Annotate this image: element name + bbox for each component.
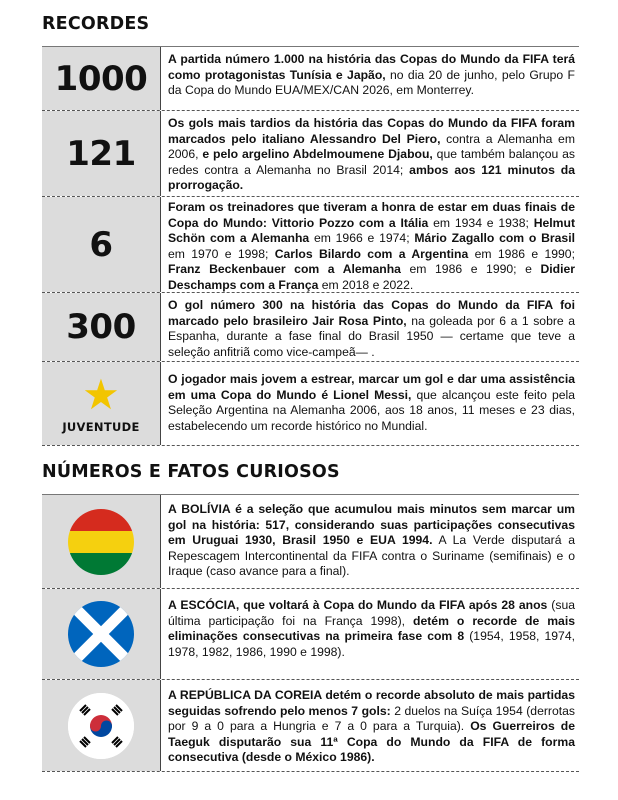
text-segment: em 2018 e 2022.: [318, 277, 414, 292]
bold-text-segment: ambos aos 121 minutos da prorrogação.: [168, 162, 576, 192]
bold-text-segment: A BOLÍVIA é a seleção que acumulou mais minutos sem marcar um gol na história: 517, considerando suas participações consecutivas em Uruguai 1930, Brasil 1950 e EUA 1994.: [168, 502, 575, 547]
record-number: 1000: [54, 58, 148, 99]
fact-text: [161, 680, 579, 771]
record-row-300: [42, 293, 579, 362]
south-korea-flag-icon: [68, 693, 134, 759]
record-number: 6: [89, 224, 113, 265]
record-text: [161, 197, 579, 292]
text-segment: em 1986 e 1990; e: [400, 262, 541, 276]
records-table: [42, 46, 579, 446]
record-number-cell: [42, 111, 161, 196]
text-segment: em 1966 e 1974;: [309, 231, 415, 245]
bold-text-segment: Os gols mais tardios da história das Copas do Mundo da FIFA foram marcados pelo italiano Alessandro Del Piero,: [168, 116, 575, 146]
text-segment: em 1986 e 1990;: [468, 246, 575, 261]
text-segment: 2 duelos na Suíça 1954 (derrotas por 9 a 0 para a Hungria e 7 a 0 para a Turquia).: [168, 703, 575, 733]
flag-cell: [42, 495, 161, 588]
record-number: 300: [66, 307, 136, 347]
records-section-title: RECORDES: [42, 14, 150, 34]
fact-row-escocia: [42, 589, 579, 680]
bold-text-segment: Helmut Schön com a Alemanha: [168, 215, 576, 245]
text-segment: (1954, 1958, 1974, 1978, 1982, 1986, 1990 e 1998).: [168, 629, 575, 659]
bolivia-flag-icon: [68, 509, 134, 575]
facts-section-title: NÚMEROS E FATOS CURIOSOS: [42, 462, 340, 482]
record-number-cell: [42, 47, 161, 110]
bold-text-segment: O gol número 300 na história das Copas do Mundo da FIFA foi marcado pelo brasileiro Jair Rosa Pinto,: [168, 298, 575, 328]
record-text: [161, 111, 579, 196]
flag-cell: [42, 680, 161, 771]
record-number-cell: [42, 362, 161, 445]
text-segment: que também balançou as redes contra a Alemanha no Brasil 2014;: [168, 147, 576, 177]
facts-table: [42, 494, 579, 772]
record-number: 121: [66, 133, 136, 174]
star-icon: ★: [82, 370, 120, 418]
fact-text: [161, 495, 579, 588]
juventude-label: JUVENTUDE: [62, 419, 140, 434]
text-segment: contra a Alemanha em 2006,: [168, 131, 575, 161]
record-row-121: [42, 111, 579, 197]
bold-text-segment: O jogador mais jovem a estrear, marcar um gol e dar uma assistência em uma Copa do Mundo é Lionel Messi,: [168, 372, 575, 402]
text-segment: na goleada por 6 a 1 sobre a Espanha, durante a fase final do Brasil 1950 — certame que teve a seleção anfitriã como vice-campeã— .: [168, 313, 575, 359]
record-row-juventude: [42, 362, 579, 446]
record-row-6: [42, 197, 579, 293]
scotland-flag-icon: [68, 601, 134, 667]
fact-text: [161, 589, 579, 679]
bold-text-segment: e pelo argelino Abdelmoumene Djabou,: [202, 147, 433, 161]
bold-text-segment: Foram os treinadores que tiveram a honra de estar em duas finais de Copa do Mundo: Vittorio Pozzo com a Itália: [168, 200, 575, 230]
bold-text-segment: Mário Zagallo com o Brasil: [414, 231, 575, 245]
record-text: [161, 293, 579, 361]
bold-text-segment: A REPÚBLICA DA COREIA detém o recorde absoluto de mais partidas seguidas sofrendo pelo menos 7 gols:: [168, 688, 575, 718]
bold-text-segment: detém o recorde de mais eliminações consecutivas na primeira fase com 8: [168, 613, 575, 643]
bold-text-segment: A partida número 1.000 na história das Copas do Mundo da FIFA terá como protagonistas Tunísia e Japão,: [168, 52, 575, 82]
record-number-cell: [42, 197, 161, 292]
record-number-cell: [42, 293, 161, 361]
record-text: [161, 47, 579, 110]
fact-row-coreia: [42, 680, 579, 772]
bold-text-segment: Os Guerreiros de Taeguk disputarão sua 11ª Copa do Mundo da FIFA de forma consecutiva (desde o México 1986).: [168, 719, 575, 764]
flag-cell: [42, 589, 161, 679]
text-segment: em 1934 e 1938;: [428, 215, 534, 230]
bold-text-segment: Didier Deschamps com a França: [168, 262, 575, 292]
text-segment: no dia 20 de junho, pelo Grupo F da Copa do Mundo EUA/MEX/CAN 2026, em Monterrey.: [168, 67, 575, 97]
bold-text-segment: Franz Beckenbauer com a Alemanha: [168, 262, 401, 276]
text-segment: A La Verde disputará a Repescagem Intercontinental da FIFA contra o Suriname (semifinais) e o Iraque (caso avance para a final).: [168, 533, 575, 578]
fact-row-bolivia: [42, 495, 579, 589]
record-text: [161, 362, 579, 445]
bold-text-segment: A ESCÓCIA, que voltará à Copa do Mundo da FIFA após 28 anos: [168, 598, 548, 612]
bold-text-segment: Carlos Bilardo com a Argentina: [274, 246, 469, 261]
record-row-1000: [42, 47, 579, 111]
text-segment: (sua última participação foi na França 1998),: [168, 598, 575, 628]
text-segment: em 1970 e 1998;: [168, 246, 275, 261]
text-segment: que alcançou este feito pela Seleção Argentina na Alemanha 2006, aos 18 anos, 11 meses e 23 dias, estabelecendo um recorde histórico no Mundial.: [168, 387, 575, 433]
